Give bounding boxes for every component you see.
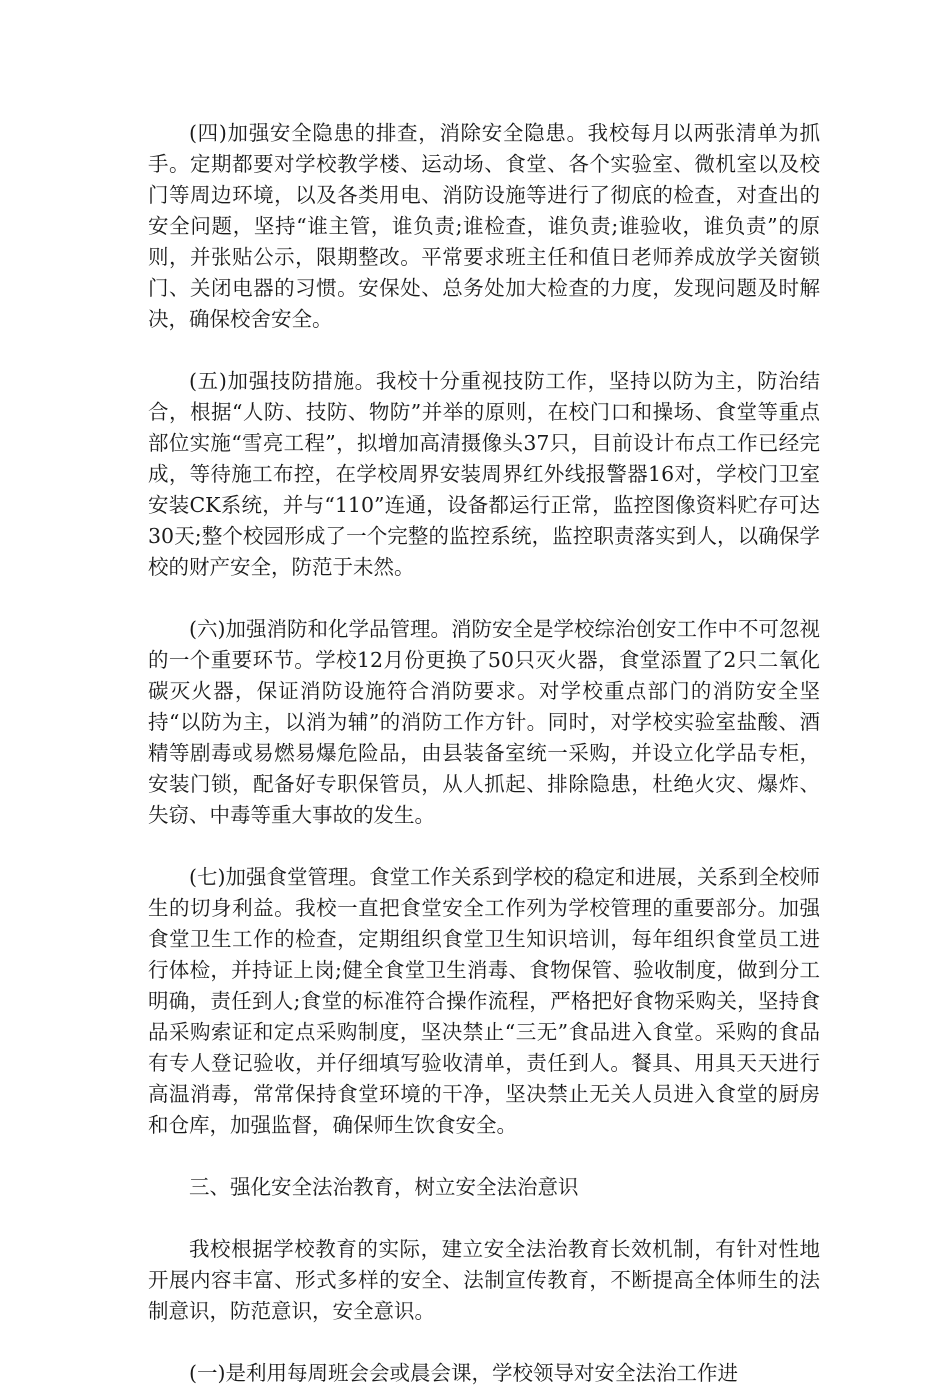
paragraph-weekly-meeting: (一)是利用每周班会会或晨会课，学校领导对安全法治工作进 bbox=[189, 1361, 738, 1385]
document-page bbox=[148, 118, 820, 1389]
paragraph-inspection: (四)加强安全隐患的排查，消除安全隐患。我校每月以两张清单为抓手。定期都要对学校教学楼、运动场、食堂、各个实验室、微机室以及校门等周边环境，以及各类用电、消防设施等进行了彻底的检查，对查出的安全问题，坚持“谁主管，谁负责;谁检查，谁负责;谁验收，谁负责”的原则，并张贴公示，限期整改。平常要求班主任和值日老师养成放学关窗锁门、关闭电器的习惯。安保处、总务处加大检查的力度，发现问题及时解决，确保校舍安全。 bbox=[148, 121, 820, 331]
paragraph-canteen: (七)加强食堂管理。食堂工作关系到学校的稳定和进展，关系到全校师生的切身利益。我校一直把食堂安全工作列为学校管理的重要部分。加强食堂卫生工作的检查，定期组织食堂卫生知识培训，每年组织食堂员工进行体检，并持证上岗;健全食堂卫生消毒、食物保管、验收制度，做到分工明确，责任到人;食堂的标准符合操作流程，严格把好食物采购关，坚持食品采购索证和定点采购制度，坚决禁止“三无”食品进入食堂。采购的食品有专人登记验收，并仔细填写验收清单，责任到人。餐具、用具天天进行高温消毒，常常保持食堂环境的干净，坚决禁止无关人员进入食堂的厨房和仓库，加强监督，确保师生饮食安全。 bbox=[148, 865, 820, 1137]
paragraph-legal-education: 我校根据学校教育的实际，建立安全法治教育长效机制，有针对性地开展内容丰富、形式多样的安全、法制宣传教育，不断提高全体师生的法制意识，防范意识，安全意识。 bbox=[148, 1237, 820, 1323]
section-heading-legal-education: 三、强化安全法治教育，树立安全法治意识 bbox=[189, 1175, 579, 1199]
paragraph-fire-chemicals: (六)加强消防和化学品管理。消防安全是学校综治创安工作中不可忽视的一个重要环节。学校12月份更换了50只灭火器，食堂添置了2只二氧化碳灭火器，保证消防设施符合消防要求。对学校重点部门的消防安全坚持“以防为主，以消为辅”的消防工作方针。同时，对学校实验室盐酸、酒精等剧毒或易燃易爆危险品，由县装备室统一采购，并设立化学品专柜，安装门锁，配备好专职保管员，从人抓起、排除隐患，杜绝火灾、爆炸、失窃、中毒等重大事故的发生。 bbox=[148, 617, 820, 827]
paragraph-tech-defense: (五)加强技防措施。我校十分重视技防工作，坚持以防为主，防治结合，根据“人防、技防、物防”并举的原则，在校门口和操场、食堂等重点部位实施“雪亮工程”，拟增加高清摄像头37只，目前设计布点工作已经完成，等待施工布控，在学校周界安装周界红外线报警器16对，学校门卫室安装CK系统，并与“110”连通，设备都运行正常，监控图像资料贮存可达30天;整个校园形成了一个完整的监控系统，监控职责落实到人，以确保学校的财产安全，防范于未然。 bbox=[148, 369, 820, 579]
